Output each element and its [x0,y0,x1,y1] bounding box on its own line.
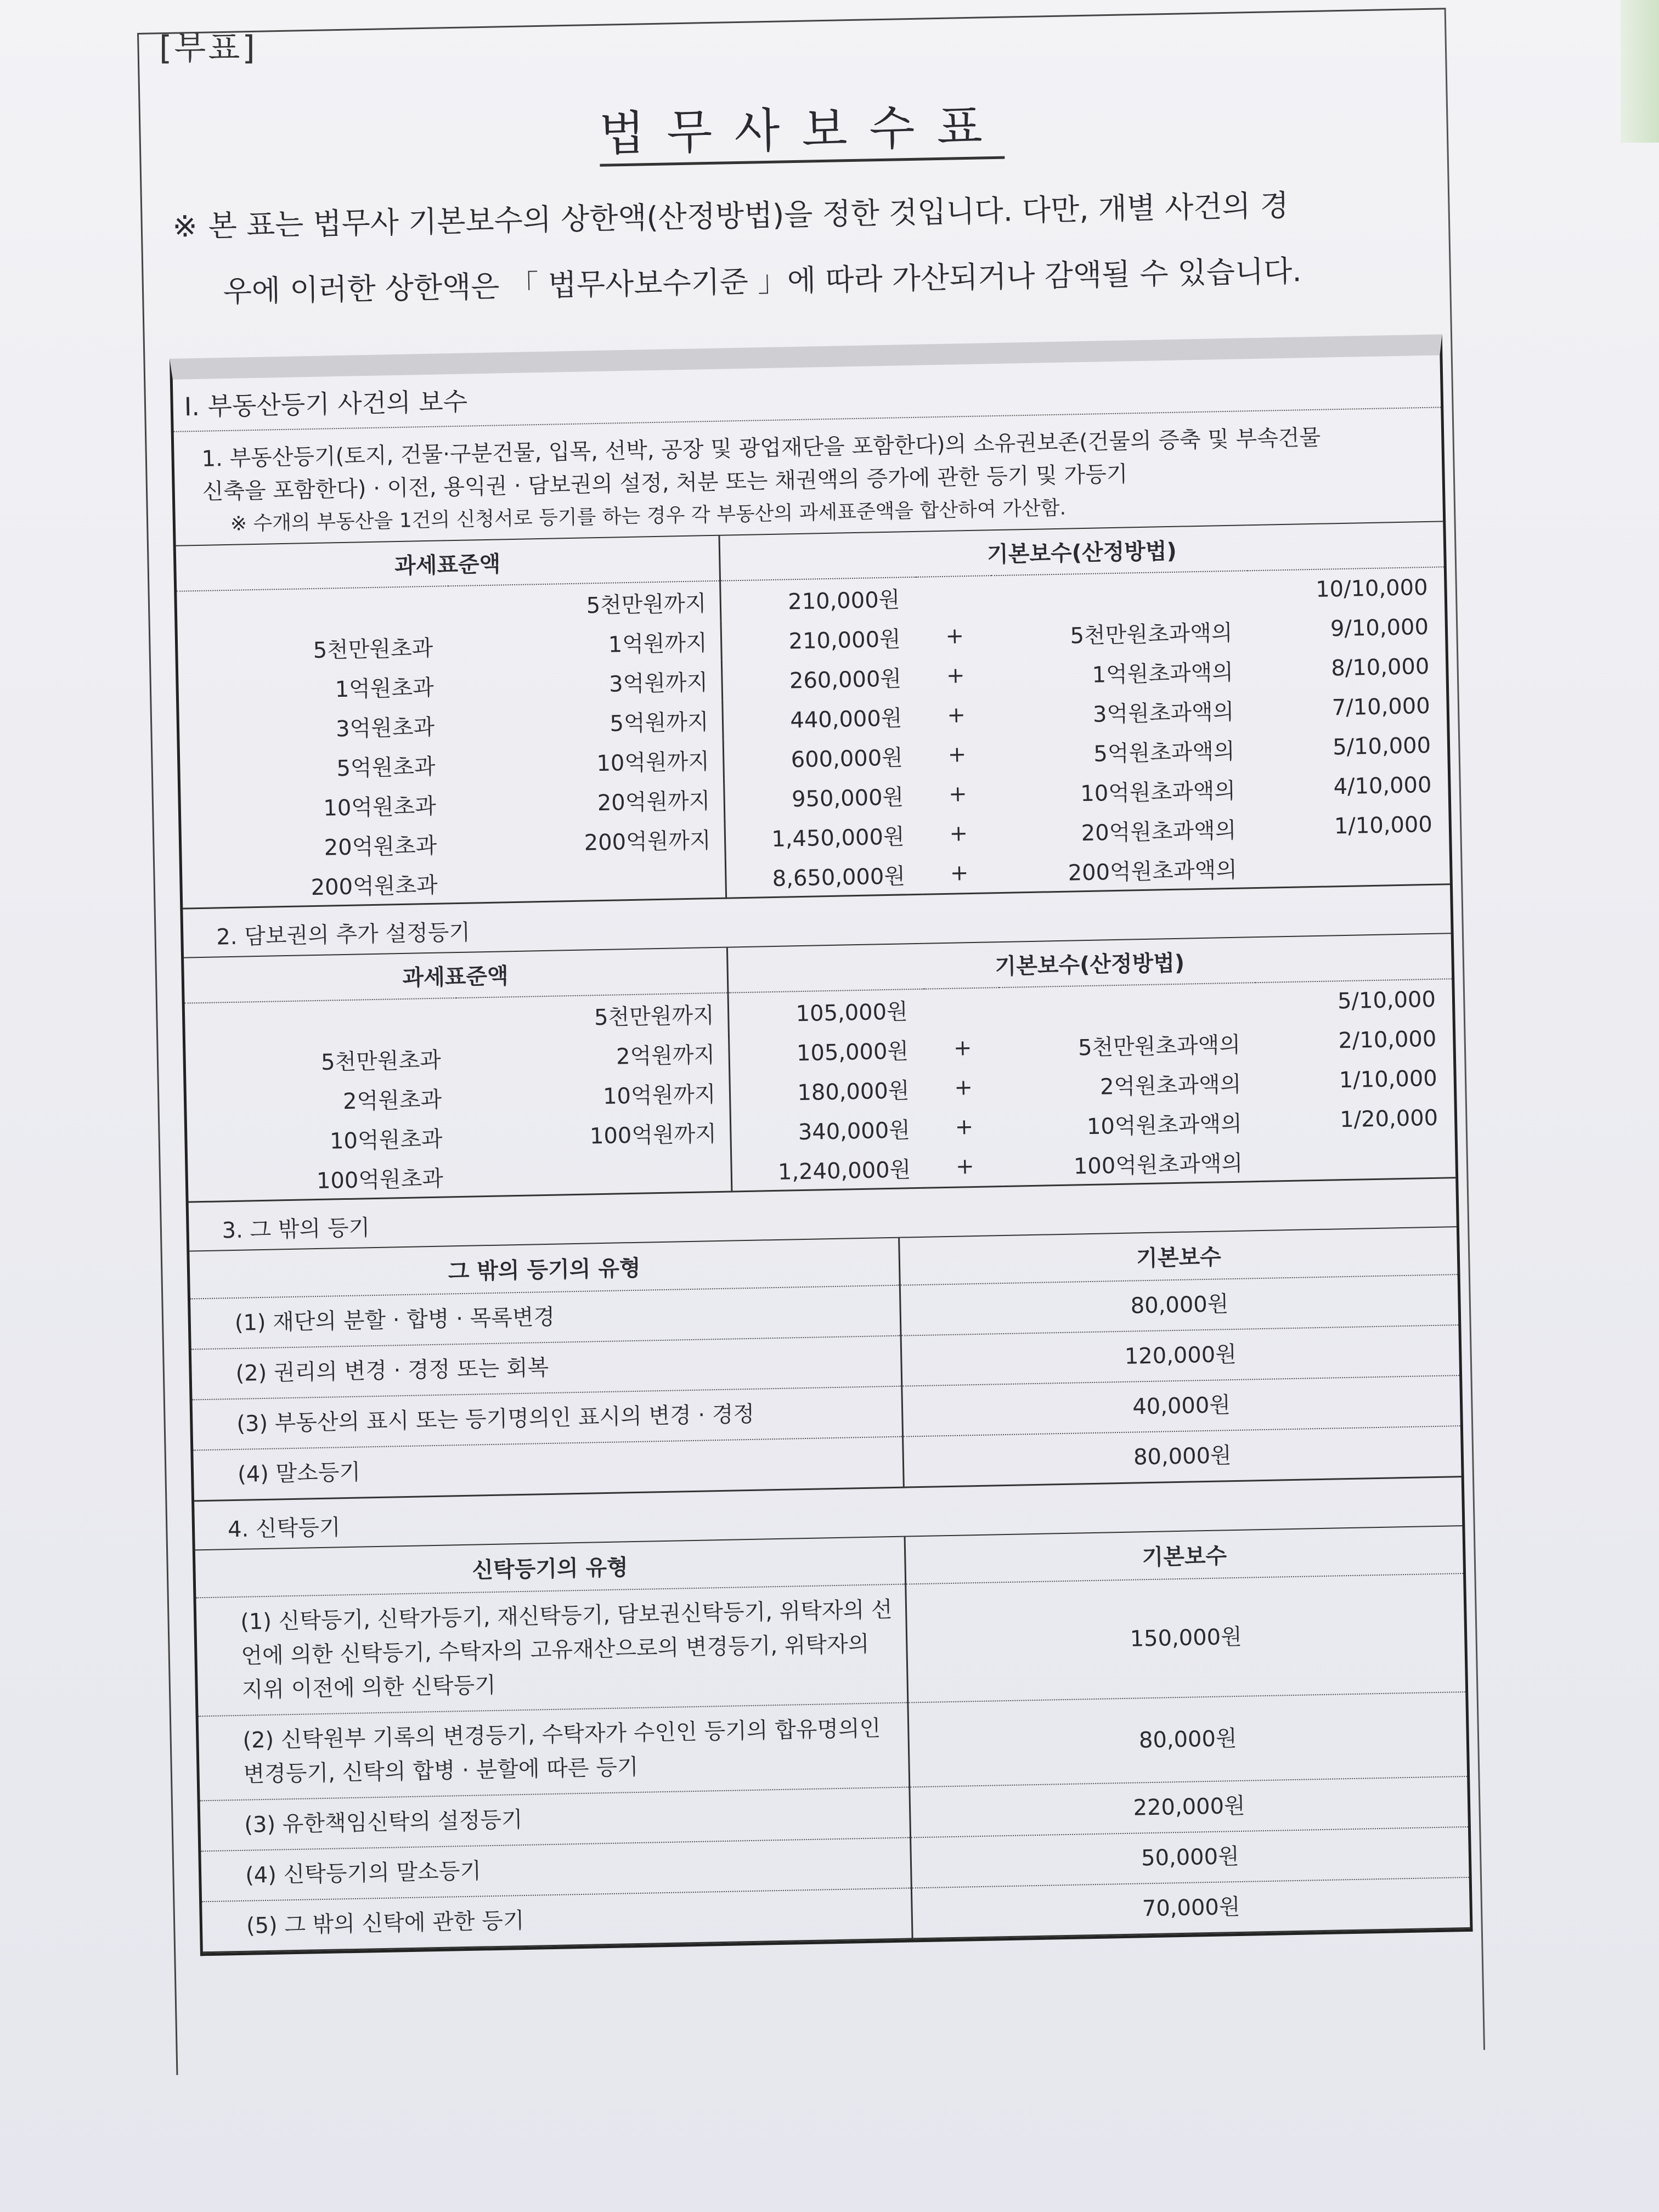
table-row: 100억원초과 1,240,000원 + 100억원초과액의 [188,1137,1455,1202]
table-row: 5천만원까지 210,000원 10/10,000 [177,567,1444,631]
item3-table [189,1226,1461,1502]
item4-table [195,1525,1470,1953]
item3-title: 3. 그 밖의 등기 [222,1215,370,1244]
table-row: 20억원초과 200억원까지 1,450,000원 + 20억원초과액의 1/10,000 [182,804,1449,868]
notice-text-1: 본 표는 법무사 기본보수의 상한액(산정방법)을 정한 것입니다. 다만, 개별 사건의 경 [208,188,1289,244]
table-row: 200억원초과 8,650,000원 + 200억원초과액의 [182,844,1450,909]
item2-title: 2. 담보권의 추가 설정등기 [216,919,471,950]
item2-header-right: 기본보수(산정방법) [727,933,1452,992]
table-row: (3) 유한책임신탁의 설정등기 220,000원 [200,1776,1468,1851]
item3-header-left: 그 밖의 등기의 유형 [189,1238,900,1299]
item2-rate-table [184,933,1455,1203]
item1-desc-line-a: 1. 부동산등기(토지, 건물·구분건물, 입목, 선박, 공장 및 광업재단을 포함한다)의 소유권보존(건물의 증축 및 부속건물 [201,425,1321,472]
table-row: 1억원초과 3억원까지 260,000원 + 1억원초과액의 8/10,000 [178,646,1446,710]
table-row: 5천만원초과 1억원까지 210,000원 + 5천만원초과액의 9/10,000 [178,607,1446,670]
fee-table-box [170,334,1472,1956]
item1-header-right: 기본보수(산정방법) [719,521,1443,580]
item1-rate-table [176,521,1450,909]
item3-header-right: 기본보수 [899,1227,1458,1285]
item2-header-left: 과세표준액 [184,947,727,1003]
table-row: (2) 권리의 변경 · 경정 또는 회복 120,000원 [191,1325,1459,1400]
section-title: Ⅰ. 부동산등기 사건의 보수 [173,355,1441,432]
table-row: 5억원초과 10억원까지 600,000원 + 5억원초과액의 5/10,000 [180,725,1448,789]
background-edge [1621,0,1659,143]
table-row: 10억원초과 100억원까지 340,000원 + 10억원초과액의 1/20,000 [187,1098,1455,1161]
item1-header-left: 과세표준액 [176,535,720,591]
table-row: 5천만원까지 105,000원 5/10,000 [185,979,1453,1043]
table-row: (1) 신탁등기, 신탁가등기, 재신탁등기, 담보권신탁등기, 위탁자의 선언에 의한 신탁등기, 수탁자의 고유재산으로의 변경등기, 위탁자의 지위 이전에 의한 신탁등기 150,000원 [196,1573,1465,1716]
table-row: (4) 신탁등기의 말소등기 50,000원 [201,1827,1469,1901]
item1-footnote: ※ 수개의 부동산을 1건의 신청서로 등기를 하는 경우 각 부동산의 과세표준액을 합산하여 가산함. [230,496,1066,535]
document-body [165,74,1475,2051]
item1-desc-line-b: 신축을 포함한다) · 이전, 용익권 · 담보권의 설정, 처분 또는 채권액의 증가에 관한 등기 및 가등기 [202,461,1128,505]
item4-header-right: 기본보수 [905,1526,1463,1584]
table-row: 5천만원초과 2억원까지 105,000원 + 5천만원초과액의 2/10,000 [185,1019,1453,1082]
table-row: (2) 신탁원부 기록의 변경등기, 수탁자가 수인인 등기의 합유명의인 변경등기, 신탁의 합병 · 분할에 따른 등기 80,000원 [199,1692,1468,1801]
table-row: 2억원초과 10억원까지 180,000원 + 2억원초과액의 1/10,000 [186,1058,1454,1122]
appendix-tag: [부표] [159,29,257,67]
notice [172,170,1436,326]
item4-header-left: 신탁등기의 유형 [195,1537,906,1598]
table-row: (1) 재단의 분할 · 합병 · 목록변경 80,000원 [190,1274,1458,1349]
title-text: 법무사보수표 [599,99,1005,167]
reference-mark-icon: ※ [172,208,198,244]
table-row: 10억원초과 20억원까지 950,000원 + 10억원초과액의 4/10,000 [180,765,1448,828]
notice-line-2: 우에 이러한 상한액은 「 법무사보수기준 」에 따라 가산되거나 감액될 수 있습니다. [223,253,1302,309]
table-row: 3억원초과 5억원까지 440,000원 + 3억원초과액의 7/10,000 [179,686,1447,749]
table-row: (3) 부동산의 표시 또는 등기명의인 표시의 변경 · 경정 40,000원 [193,1375,1460,1450]
item4-title: 4. 신탁등기 [227,1515,341,1543]
table-row: (5) 그 밖의 신탁에 관한 등기 70,000원 [202,1877,1470,1953]
table-row: (4) 말소등기 80,000원 [193,1426,1461,1501]
